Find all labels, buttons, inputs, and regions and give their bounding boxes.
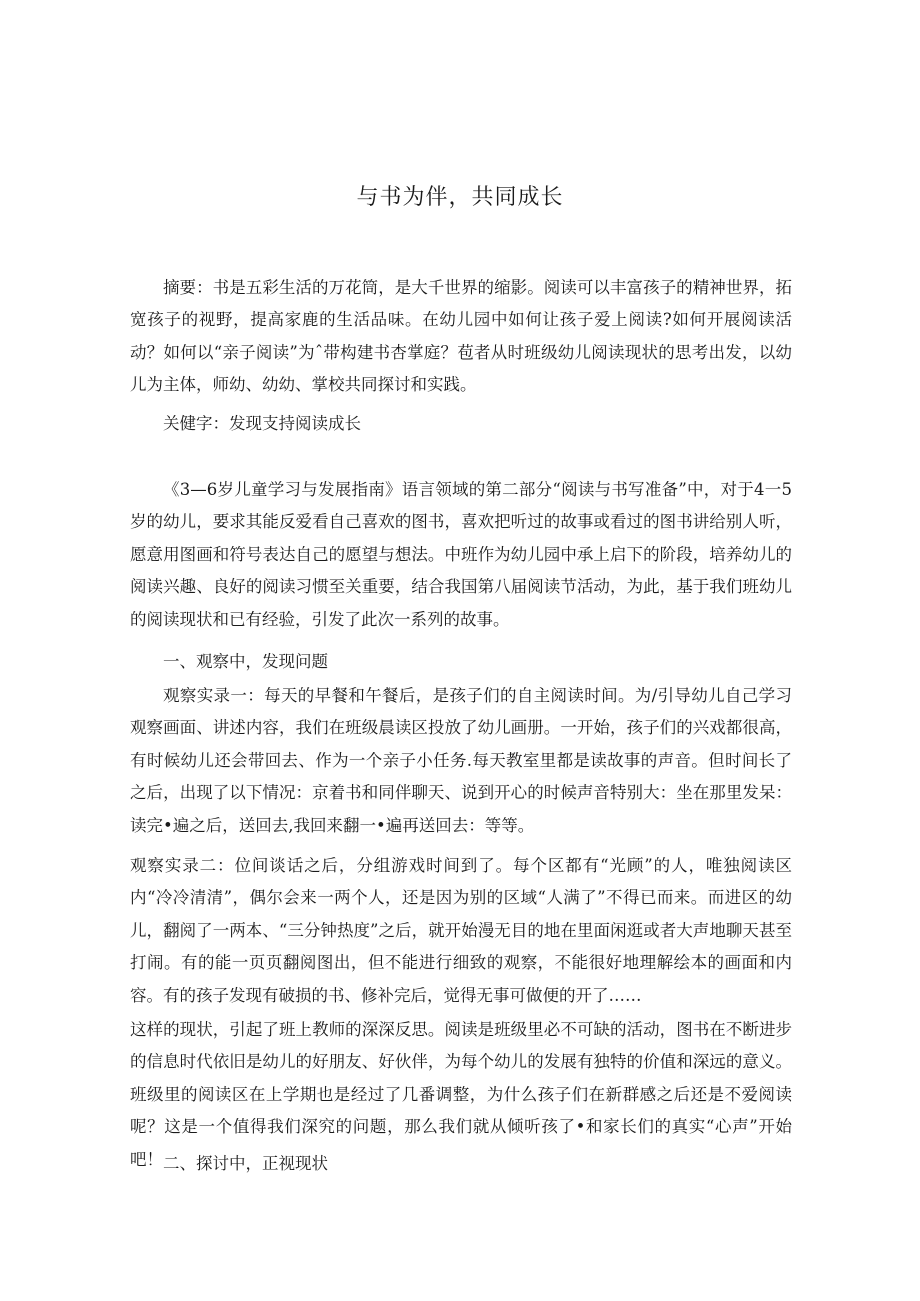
reflection-paragraph: 这样的现状，引起了班上教师的深深反思。阅读是班级里必不可缺的活动，图书在不断进步的信息时代依旧是幼儿的好朋友、好伙伴，为每个幼儿的发展有独特的价值和深远的意义。班级里的阅读区在上学期也是经过了几番调整，为什么孩子们在新群感之后还是不爱阅读呢？这是一个值得我们深究的问题，那么我们就从倾听孩了•和家长们的真实“心声”开始吧！ [130, 1020, 792, 1169]
observation-record-2: 观察实录二：位间谈话之后，分组游戏时间到了。每个区都有“光顾”的人，唯独阅读区内“冷冷清清”，偶尔会来一两个人，还是因为别的区域“人满了”不得已而来。而进区的幼儿，翻阅了一两本、“三分钟热度”之后，就开始漫无目的地在里面闲逛或者大声地聊天甚至打闹。有的能一页页翻阅图出，但不能进行细致的观察，不能很好地理解绘本的画面和内容。有的孩子发现有破损的书、修补完后，觉得无事可做便的开了…… [130, 856, 792, 1005]
abstract-paragraph: 摘要：书是五彩生活的万花筒，是大千世界的缩影。阅读可以丰富孩子的精神世界，拓宽孩子的视野，提高家鹿的生活品味。在幼儿园中如何让孩子爱上阅读?如何开展阅读活动？如何以“亲子阅读”为ˆ带构建书杏掌庭？苞者从时班级幼儿阅读现状的思考出发，以幼儿为主体，师幼、幼幼、掌校共同探讨和实践。 [130, 278, 792, 395]
section-heading-1: 一、观察中，发现问题 [163, 652, 328, 671]
keywords-line: 关健字：发现支持阅读成长 [163, 414, 361, 433]
intro-paragraph: 《3—6岁儿童学习与发展指南》语言领域的第二部分“阅读与书写准备”中，对于4一5岁的幼儿，要求其能反爱看自己喜欢的图书，喜欢把听过的故事或看过的图书讲给别人听，愿意用图画和符号表达自己的愿望与想法。中班作为幼儿园中承上启下的阶段，培养幼儿的阅读兴趣、良好的阅读习惯至关重要，结合我国第八届阅读节活动，为此，基于我们班幼儿的阅读现状和已有经验，引发了此次一系列的故事。 [130, 480, 792, 629]
observation-record-1: 观察实录一：每天的早餐和午餐后，是孩子们的自主阅读时间。为/引导幼儿自己学习观察画面、讲述内容，我们在班级晨读区投放了幼儿画册。一开始，孩子们的兴戏都很高，有时候幼儿还会带回去、作为一个亲子小任务.每天教室里都是读故事的声音。但时间长了之后，出现了以下情况：京着书和同伴聊天、说到开心的时候声音特别大：坐在那里发呆：读完•遍之后，送回去,我回来翻一•遍再送回去：等等。 [130, 686, 792, 835]
section-heading-2: 二、探讨中，正视现状 [163, 1154, 328, 1173]
document-title: 与书为伴，共同成长 [356, 185, 564, 210]
